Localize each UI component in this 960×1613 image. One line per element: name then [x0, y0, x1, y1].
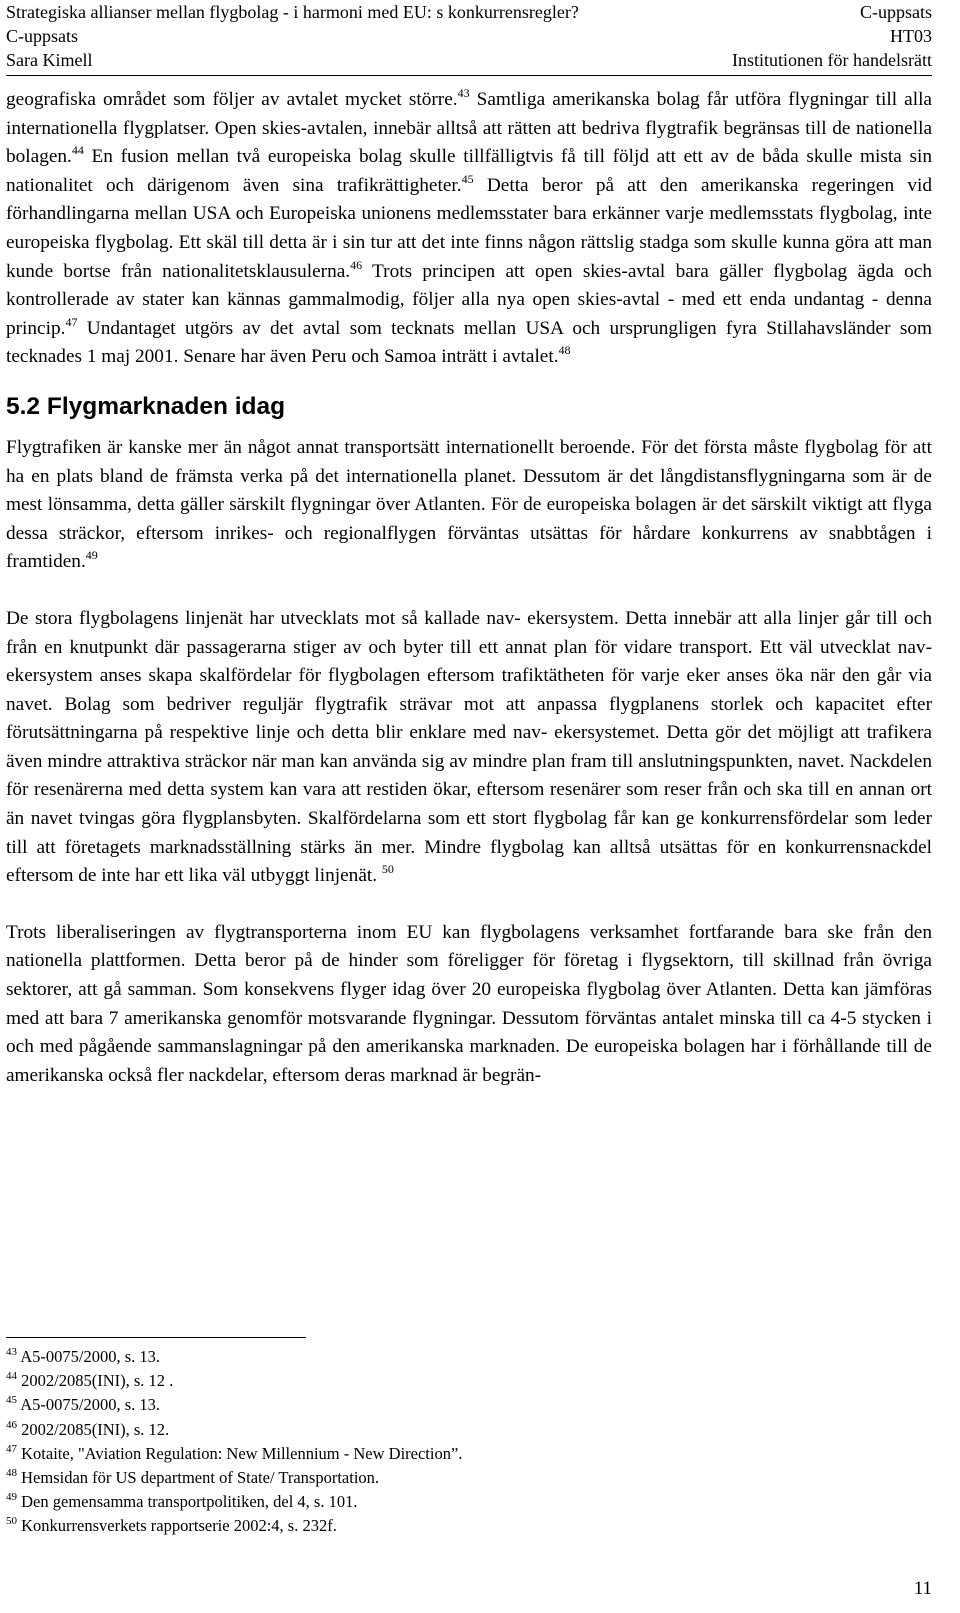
footnote-reference[interactable]: 43 [457, 86, 470, 100]
footnote-reference[interactable]: 47 [65, 314, 78, 329]
term: HT03 [890, 26, 932, 46]
footnote-text: 2002/2085(INI), s. 12. [17, 1419, 170, 1439]
footnote-reference[interactable]: 44 [71, 143, 84, 158]
footnote-text: 2002/2085(INI), s. 12 . [17, 1371, 174, 1391]
footnote [6, 1369, 932, 1393]
footnote-number: 43 [6, 1346, 17, 1358]
footnotes [6, 1345, 932, 1539]
body-text [6, 86, 932, 1090]
footnote-text: Kotaite, "Aviation Regulation: New Millennium - New Direction”. [17, 1443, 463, 1463]
running-header [6, 0, 932, 72]
text-run: geografiska området som följer av avtalet mycket större. [6, 89, 458, 110]
paragraph [6, 86, 932, 372]
footnote-number: 47 [6, 1442, 17, 1455]
footnote [6, 1393, 932, 1417]
footnote-number: 49 [6, 1491, 17, 1504]
paragraph [6, 919, 932, 1091]
text-run: Detta beror på att den amerikanska regeringen vid förhandlingarna mellan USA och Europeiska unionens medlemsstater bara erkänner varje medlemsstats flygbolag, inte europeiska flygbolag. Ett skäl till detta är i sin tur att det inte finns någon rättslig stadga som skulle kunna göra att man kunde bortse från nationalitetsklausulerna. [6, 174, 932, 282]
paragraph [6, 605, 932, 891]
footnote [6, 1514, 932, 1538]
footnote-reference[interactable]: 49 [85, 548, 98, 563]
footnote [6, 1442, 932, 1466]
footnote-number: 45 [6, 1394, 17, 1407]
footnote-number: 46 [6, 1418, 17, 1431]
paragraph [6, 434, 932, 577]
footnote-reference[interactable]: 48 [558, 343, 571, 358]
thesis-type-left: C-uppsats [6, 26, 78, 46]
text-run: Trots liberaliseringen av flygtransporterna inom EU kan flygbolagens verksamhet fortfarande bara ske från den nationella plattformen. Detta beror på de hinder som föreligger för företag i flygsektorn, till skillnad från övriga sektorer, att gå samman. Som konsekvens flyger idag över 20 europeiska flygbolag över Atlanten. Detta kan jämföras med att bara 7 amerikanska genomför motsvarande flygningar. Dessutom förväntas antalet minska till ca 4-5 stycken i och med pågående sammanslagningar på den amerikanska marknaden. De europeiska bolagen har i förhållande till de amerikanska också fler nackdelar, eftersom deras marknad är begrän- [6, 921, 932, 1086]
section-heading: 5.2 Flygmarknaden idag [6, 392, 286, 420]
text-run: De stora flygbolagens linjenät har utvecklats mot så kallade nav- ekersystem. Detta innebär att alla linjer går till och från en knutpunkt där passagerarna stiger av och byter till ett annat plan för vidare transport. Ett väl utvecklat nav- ekersystem anses skapa skalfördelar för flygbolagen eftersom trafiktätheten för varje eker anses öka när den går via navet. Bolag som bedriver reguljär flygtrafik strävar mot att anpassa flygplanens storlek och kapacitet efter förutsättningarna på respektive linje och detta blir enklare med nav- ekersystemet. Detta gör det möjligt att trafikera även mindre attraktiva sträckor när man kan använda sig av mindre plan fram till anslutningspunkten, navet. Nackdelen för resenärerna med detta system kan vara att restiden ökar, eftersom resenärer som reser från och ska till en annan ort än navet tvingas göra flygplansbyten. Skalfördelarna som ett stort flygbolag får kan ge konkurrensfördelar som leder till att företagets marknadsställning stärks än mer. Mindre flygbolag kan alltså utsättas för en konkurrensnackdel eftersom de inte har ett lika väl utbyggt linjenät. [6, 607, 932, 887]
text-run: Flygtrafiken är kanske mer än något annat transportsätt internationellt beroende. För det första måste flygbolag för att ha en plats bland de främsta verka på det internationella planet. Dessutom är det långdistansflygningarna som är de mest lönsamma, detta gäller särskilt flygningar över Atlanten. För de europeiska bolagen är det särskilt viktigt att flyga dessa sträckor, eftersom inrikes- och regionalflygen förväntas utsättas för hårdare konkurrens av snabbtågen i framtiden. [6, 436, 932, 573]
footnote-text: Den gemensamma transportpolitiken, del 4, s. 101. [17, 1492, 358, 1512]
footnote-text: A5-0075/2000, s. 13. [17, 1395, 161, 1415]
footnote [6, 1466, 932, 1490]
footnote-reference[interactable]: 46 [350, 257, 363, 272]
footnote-number: 48 [6, 1467, 17, 1480]
footnote-number: 50 [6, 1515, 17, 1528]
text-run: Undantaget utgörs av det avtal som tecknats mellan USA och ursprungligen fyra Stillahavsländer som tecknades 1 maj 2001. Senare har även Peru och Samoa inträtt i avtalet. [6, 317, 932, 368]
header-divider [6, 75, 932, 76]
footnote-reference[interactable]: 50 [381, 862, 394, 877]
footnote-text: Konkurrensverkets rapportserie 2002:4, s. 232f. [17, 1516, 337, 1536]
text-run: En fusion mellan två europeiska bolag skulle tillfälligtvis få till följd att ett av de båda skulle mista sin nationalitet och därigenom även sina trafikrättigheter. [6, 146, 932, 196]
institution: Institutionen för handelsrätt [732, 50, 932, 70]
footnote [6, 1418, 932, 1442]
footnote-divider [6, 1337, 306, 1338]
thesis-type-right: C-uppsats [860, 2, 932, 22]
footnote-text: Hemsidan för US department of State/ Transportation. [17, 1468, 380, 1488]
author: Sara Kimell [6, 50, 93, 70]
footnote [6, 1490, 932, 1514]
footnote [6, 1345, 932, 1369]
footnote-number: 44 [6, 1370, 17, 1383]
thesis-title: Strategiska allianser mellan flygbolag - i harmoni med EU: s konkurrensregler? [6, 2, 579, 22]
text-run: Trots principen att open skies-avtal bara gäller flygbolag ägda och kontrollerade av stater kan kännas gammalmodig, följer alla nya open skies-avtal - med ett enda undantag - denna princip. [6, 260, 932, 339]
footnote-text: A5-0075/2000, s. 13. [17, 1347, 161, 1366]
page-number: 11 [913, 1578, 932, 1599]
footnote-reference[interactable]: 45 [461, 171, 474, 186]
text-run: Samtliga amerikanska bolag får utföra flygningar till alla internationella flygplatser. Open skies-avtalen, innebär alltså att rätten att bedriva flygtrafik begränsas till de nationella bolagen. [6, 89, 932, 168]
